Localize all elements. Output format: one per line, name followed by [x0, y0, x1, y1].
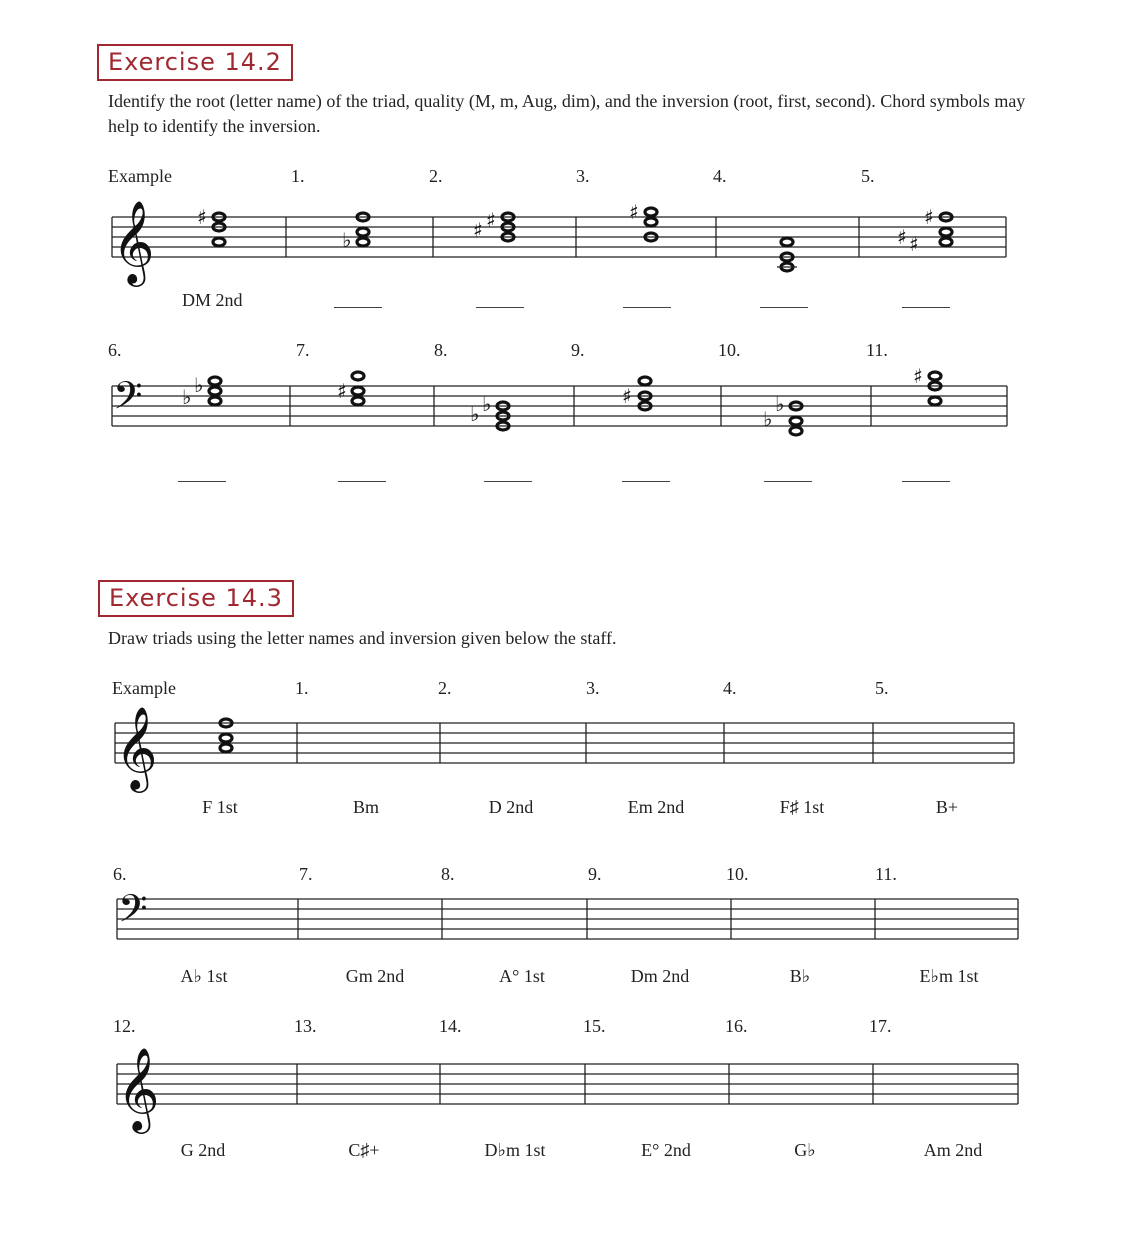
chord-prompt: F 1st: [202, 797, 238, 817]
exercise-14-3-title: Exercise 14.3: [98, 580, 294, 617]
measure-number: 15.: [583, 1016, 606, 1036]
measure-number: 9.: [588, 864, 602, 884]
sharp-icon: ♯: [622, 384, 632, 408]
flat-icon: ♭: [470, 402, 480, 426]
measure-number: 8.: [441, 864, 455, 884]
measure-number: 12.: [113, 1016, 136, 1036]
measure-number: 17.: [869, 1016, 892, 1036]
example-label: Example: [112, 678, 176, 698]
measure-number: 7.: [299, 864, 313, 884]
chord-prompt: Am 2nd: [923, 1140, 983, 1160]
chord-prompt: G 2nd: [180, 1140, 226, 1160]
example-label: Example: [108, 166, 172, 186]
example-answer: DM 2nd: [182, 290, 243, 310]
measure-number: 10.: [726, 864, 749, 884]
measure-number: 14.: [439, 1016, 462, 1036]
chord-prompt: C♯+: [348, 1140, 380, 1160]
measure-number: 16.: [725, 1016, 748, 1036]
flat-icon: ♭: [763, 407, 773, 431]
sharp-icon: ♯: [913, 364, 923, 388]
chord-prompt: A♭ 1st: [180, 966, 228, 986]
measure-number: 5.: [875, 678, 889, 698]
measure-number: 3.: [576, 166, 590, 186]
bass-clef-icon: 𝄢: [113, 373, 143, 427]
measure-number: 8.: [434, 340, 448, 360]
treble-clef-icon: 𝄞: [117, 1046, 160, 1130]
chord-prompt: D♭m 1st: [484, 1140, 546, 1160]
chord-prompt: E° 2nd: [641, 1140, 691, 1160]
sharp-icon: ♯: [197, 205, 207, 229]
sharp-icon: ♯: [473, 218, 483, 242]
measure-number: 11.: [875, 864, 897, 884]
chord-prompt: G♭: [794, 1140, 816, 1160]
sharp-icon: ♯: [909, 232, 919, 256]
exercise-14-2-instructions: Identify the root (letter name) of the triad, quality (M, m, Aug, dim), and the inversion (root, first, second). Chord symbols may help to identify the inversion.: [108, 91, 1026, 136]
chord-prompt: Bm: [352, 797, 380, 817]
measure-number: 1.: [295, 678, 309, 698]
chord-prompt: B+: [935, 797, 959, 817]
measure-number: 4.: [713, 166, 727, 186]
measure-number: 4.: [723, 678, 737, 698]
exercise-14-2-title: Exercise 14.2: [97, 44, 293, 81]
measure-number: 10.: [718, 340, 741, 360]
chord-prompt: E♭m 1st: [919, 966, 979, 986]
sharp-icon: ♯: [337, 379, 347, 403]
chord-prompt: Gm 2nd: [345, 966, 405, 986]
chord-prompt: B♭: [789, 966, 811, 986]
chord-prompt: Dm 2nd: [630, 966, 690, 986]
sharp-icon: ♯: [486, 208, 496, 232]
measure-number: 2.: [429, 166, 443, 186]
measure-number: 9.: [571, 340, 585, 360]
flat-icon: ♭: [342, 228, 352, 252]
treble-clef-icon: 𝄞: [115, 705, 158, 789]
measure-number: 6.: [113, 864, 127, 884]
measure-number: 1.: [291, 166, 305, 186]
sharp-icon: ♯: [629, 200, 639, 224]
exercise-14-3-instructions: Draw triads using the letter names and inversion given below the staff.: [108, 628, 617, 648]
bass-clef-icon: 𝄢: [118, 886, 148, 940]
flat-icon: ♭: [775, 392, 785, 416]
flat-icon: ♭: [182, 385, 192, 409]
measure-number: 2.: [438, 678, 452, 698]
chord-prompt: D 2nd: [488, 797, 534, 817]
measure-number: 13.: [294, 1016, 317, 1036]
treble-clef-icon: 𝄞: [112, 199, 155, 283]
measure-number: 3.: [586, 678, 600, 698]
chord-prompt: A° 1st: [499, 966, 545, 986]
chord-prompt: Em 2nd: [627, 797, 685, 817]
flat-icon: ♭: [482, 392, 492, 416]
flat-icon: ♭: [194, 373, 204, 397]
chord-prompt: F♯ 1st: [779, 797, 825, 817]
measure-number: 11.: [866, 340, 888, 360]
sharp-icon: ♯: [897, 225, 907, 249]
measure-number: 5.: [861, 166, 875, 186]
sharp-icon: ♯: [924, 205, 934, 229]
measure-number: 7.: [296, 340, 310, 360]
measure-number: 6.: [108, 340, 122, 360]
